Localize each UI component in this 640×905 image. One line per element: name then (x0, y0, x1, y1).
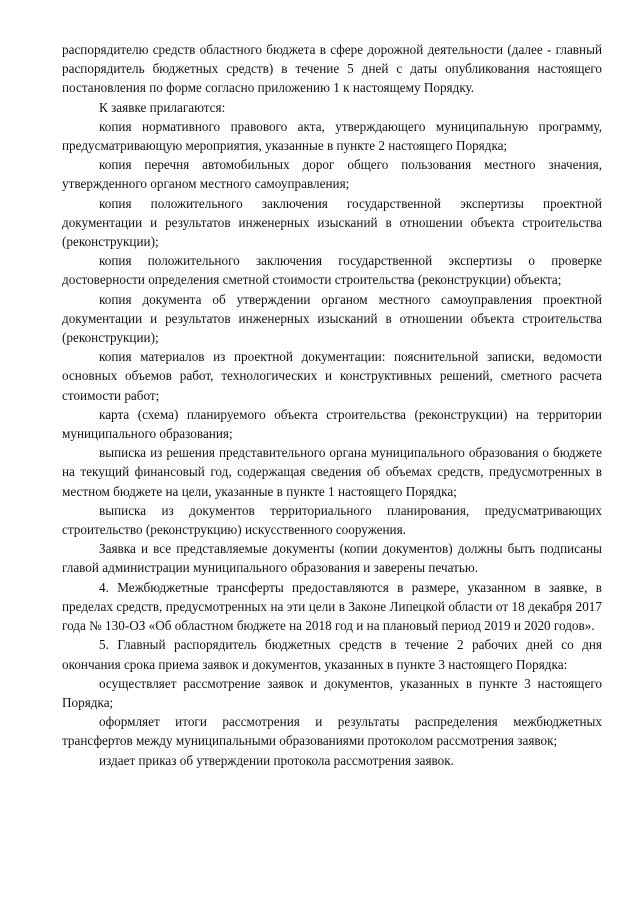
paragraph: карта (схема) планируемого объекта строительства (реконструкции) на территории муниципального образования; (62, 406, 602, 442)
paragraph: 4. Межбюджетные трансферты предоставляются в размере, указанном в заявке, в пределах средств, предусмотренных на эти цели в Законе Липецкой области от 18 декабря 2017 года № 130-ОЗ «Об областном бюджете на 2018 год и на плановый период 2019 и 2020 годов». (62, 579, 602, 634)
paragraph: копия документа об утверждении органом местного самоуправления проектной документации и результатов инженерных изысканий в отношении объекта строительства (реконструкции); (62, 291, 602, 346)
paragraph: копия положительного заключения государственной экспертизы проектной документации и результатов инженерных изысканий в отношении объекта строительства (реконструкции); (62, 195, 602, 250)
paragraph: копия положительного заключения государственной экспертизы о проверке достоверности определения сметной стоимости строительства (реконструкции) объекта; (62, 253, 602, 288)
paragraph: 5. Главный распорядитель бюджетных средств в течение 2 рабочих дней со дня окончания срока приема заявок и документов, указанных в пункте 3 настоящего Порядка: (62, 637, 602, 672)
paragraph: копия нормативного правового акта, утверждающего муниципальную программу, предусматривающую мероприятия, указанные в пункте 2 настоящего Порядка; (62, 118, 602, 154)
document-page (62, 40, 602, 770)
paragraph: копия материалов из проектной документации: пояснительной записки, ведомости основных объемов работ, технологических и конструктивных решений, сметного расчета стоимости работ; (62, 349, 602, 403)
paragraph: Заявка и все представляемые документы (копии документов) должны быть подписаны главой администрации муниципального образования и заверены печатью. (62, 541, 602, 576)
paragraph: копия перечня автомобильных дорог общего пользования местного значения, утвержденного органом местного самоуправления; (62, 157, 602, 192)
paragraph: осуществляет рассмотрение заявок и документов, указанных в пункте 3 настоящего Порядка; (62, 675, 602, 710)
paragraph: выписка из решения представительного органа муниципального образования о бюджете на текущий финансовый год, содержащая сведения об объемах средств, предусмотренных в местном бюджете на цели, указанные в пункте 1 настоящего Порядка; (62, 445, 602, 499)
paragraph: распорядителю средств областного бюджета в сфере дорожной деятельности (далее - главный распорядитель бюджетных средств) в течение 5 дней с даты опубликования настоящего постановления по форме согласно приложению 1 к настоящему Порядку. (62, 42, 602, 96)
paragraph: издает приказ об утверждении протокола рассмотрения заявок. (99, 752, 454, 768)
paragraph: оформляет итоги рассмотрения и результаты распределения межбюджетных трансфертов между муниципальными образованиями протоколом рассмотрения заявок; (62, 714, 602, 749)
paragraph: К заявке прилагаются: (99, 99, 226, 115)
paragraph: выписка из документов территориального планирования, предусматривающих строительство (реконструкцию) искусственного сооружения. (62, 502, 602, 538)
